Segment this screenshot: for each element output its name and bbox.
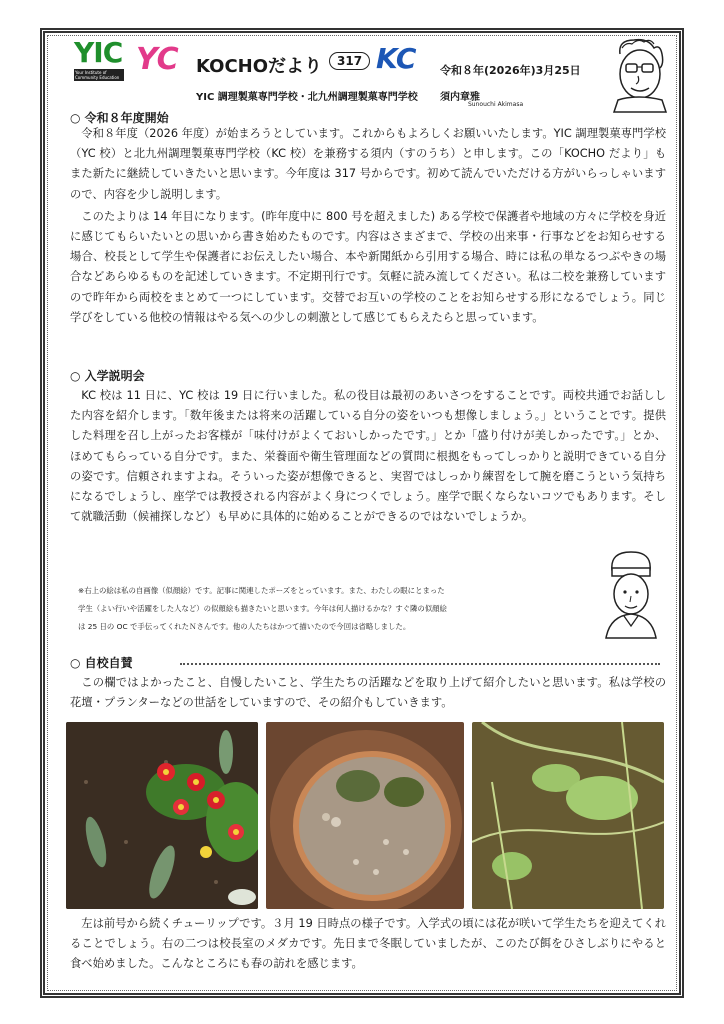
photo-caption — [70, 914, 666, 975]
kc-logo: KC — [376, 42, 417, 75]
self-portrait-illustration — [604, 34, 672, 114]
note-line: ※右上の絵は私の自画像（似顔絵）です。記事に関連したポーズをとっています。また、わたしの眼にとまった — [78, 586, 445, 595]
author-roman: Sunouchi Akimasa — [468, 101, 524, 108]
portrait-note — [78, 582, 598, 636]
section-body-self-praise — [70, 673, 666, 713]
medaka-tank-photo — [472, 722, 664, 909]
issue-number: 317 — [329, 52, 370, 70]
paragraph: この欄ではよかったこと、自慢したいこと、学生たちの活躍などを取り上げて紹介したいと思います。私は学校の花壇・プランターなどの世話をしていますので、その紹介もしていきます。 — [70, 676, 666, 710]
paragraph: このたよりは 14 年目になります。(昨年度中に 800 号を超えました) ある学校で保護者や地域の方々に学校を身近に感じてもらいたいとの思いから書き始めたものです。内容はさまざまで、学校の出来事・行事などをお知らせする場合、校長として学生や保護者にお伝えしたい場合、本や新聞紙から引用する場合、時には私の単なるつぶやきの場合などあらゆるものを記述していきます。不定期刊行です。気軽に読み流してください。私は二校を兼務していますので昨年から両校をまとめて一つにしています。交替でお互いの学校のことをお知らせする形になるでしょう。同じ学びをしている他校の情報はやる気への少しの刺激として感じてもらえたらと思っています。 — [70, 209, 666, 324]
issue-date: 令和８年(2026年)3月25日 — [440, 64, 581, 77]
paragraph: 令和８年度（2026 年度）が始まろうとしています。これからもよろしくお願いいたします。YIC 調理製菓専門学校（YC 校）と北九州調理製菓専門学校（KC 校）を兼務する須内（すのうち）と申します。この「KOCHO だより」もまた新たに継続していきたいと思います。今年度は 317 号からです。初めて読んでいただける方がいらっしゃいますので、内容を少し説明します。 — [70, 127, 666, 201]
section-heading-self-praise: ○ 自校自賛 — [70, 656, 133, 670]
student-portrait-illustration — [600, 550, 662, 642]
section-body-new-year — [70, 124, 666, 328]
yic-logo: YIC Your Institute of Community Education — [74, 36, 123, 80]
section-heading-new-year: ○ 令和８年度開始 — [70, 111, 169, 125]
medaka-pot-photo — [266, 722, 464, 909]
heading-divider — [180, 663, 660, 665]
school-names: YIC 調理製菓専門学校・北九州調理製菓専門学校 — [196, 92, 418, 103]
section-body-admission-briefing — [70, 386, 666, 527]
yc-logo: YC — [136, 42, 179, 77]
tulip-photo — [66, 722, 258, 909]
note-line: は 25 日の OC で手伝ってくれたＮさんです。他の人たちはかつて描いたので今回は省略しました。 — [78, 622, 411, 631]
paragraph: KC 校は 11 日に、YC 校は 19 日に行いました。私の役目は最初のあいさつをすることです。両校共通でお話しした内容を紹介します。「数年後または将来の活躍している自分の姿をいつも想像しましょう。」ということです。提供した料理を召し上がったお客様が「味付けがよくておいしかったです。」とか「盛り付けが美しかったです。」とか、ほめてもらっている自分です。また、栄養面や衛生管理面などの質問に根拠をもってしっかりと説明できている自分の姿です。信頼されますよね。そういった姿が想像できると、実習ではしっかり練習をして腕を磨こうという気持ちになるでしょうし、座学では教授される内容がよく身につくでしょう。座学で眠くならないコツでもあります。そして就職活動（候補探しなど）も早めに具体的に始めることができるのではないでしょうか。 — [70, 389, 666, 524]
section-heading-admission-briefing: ○ 入学説明会 — [70, 369, 145, 383]
note-line: 学生（よい行いや活躍をした人など）の似顔絵も描きたいと思います。今年は何人描けるかな？すぐ隣の似顔絵 — [78, 604, 447, 613]
paragraph: 左は前号から続くチューリップです。３月 19 日時点の様子です。入学式の頃には花が咲いて学生たちを迎えてくれることでしょう。右の二つは校長室のメダカです。先日まで冬眠していましたが、このたび餌をひさしぶりにやると食べ始めました。こんなところにも春の訪れを感じます。 — [70, 917, 666, 971]
author-name: 須内章雅 — [440, 92, 480, 103]
newsletter-title: KOCHOだより — [196, 56, 323, 77]
